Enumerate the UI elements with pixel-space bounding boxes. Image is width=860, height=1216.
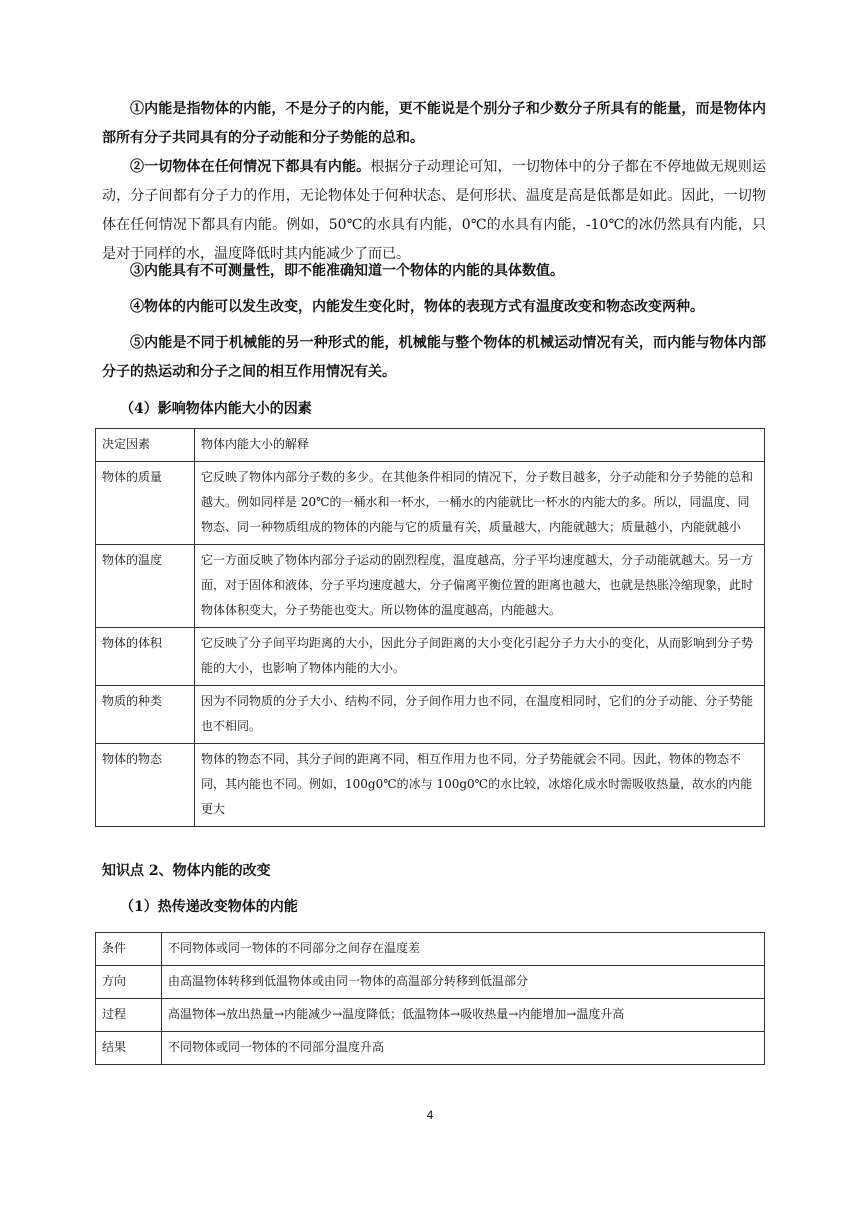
factors-table xyxy=(95,428,765,827)
table-row xyxy=(96,462,765,545)
row-label: 条件 xyxy=(96,933,162,966)
section-1-heading: （1）热传递改变物体的内能 xyxy=(120,899,298,915)
table-row xyxy=(96,999,765,1032)
factor-explanation: 它反映了物体内部分子数的多少。在其他条件相同的情况下，分子数目越多，分子动能和分子势能的总和越大。例如同样是 20℃的一桶水和一杯水，一桶水的内能就比一杯水的内能大的多。所以，同温度、同物态、同一种物质组成的物体的内能与它的质量有关，质量越大，内能就越大；质量越小，内能就越小 xyxy=(195,462,765,545)
knowledge-point-2-heading: 知识点 2、物体内能的改变 xyxy=(102,863,271,879)
row-value: 不同物体或同一物体的不同部分温度升高 xyxy=(162,1032,765,1065)
table-header-cell: 决定因素 xyxy=(96,429,195,462)
paragraph-5: ⑤内能是不同于机械能的另一种形式的能，机械能与整个物体的机械运动情况有关，而内能与物体内部分子的热运动和分子之间的相互作用情况有关。 xyxy=(102,335,766,380)
page-number: 4 xyxy=(426,1108,434,1122)
heat-transfer-table xyxy=(95,932,765,1065)
paragraph-2-lead: ②一切物体在任何情况下都具有内能。 xyxy=(130,159,371,175)
table-row xyxy=(96,686,765,744)
table-row xyxy=(96,966,765,999)
factor-name: 物质的种类 xyxy=(96,686,195,744)
paragraph-4: ④物体的内能可以发生改变，内能发生变化时，物体的表现方式有温度改变和物态改变两种。 xyxy=(130,299,704,315)
paragraph-2-body: 根据分子动理论可知，一切物体中的分子都在不停地做无规则运动，分子间都有分子力的作用，无论物体处于何种状态、是何形状、温度是高是低都是如此。因此，一切物体在任何情况下都具有内能。例如，50℃的水具有内能，0℃的水具有内能，-10℃的冰仍然具有内能，只是对于同样的水，温度降低时其内能减少了而已。 xyxy=(102,159,767,262)
table-header-cell: 物体内能大小的解释 xyxy=(195,429,765,462)
row-label: 方向 xyxy=(96,966,162,999)
table-row xyxy=(96,545,765,628)
table-row xyxy=(96,744,765,827)
row-value: 由高温物体转移到低温物体或由同一物体的高温部分转移到低温部分 xyxy=(162,966,765,999)
table-row xyxy=(96,933,765,966)
row-value: 不同物体或同一物体的不同部分之间存在温度差 xyxy=(162,933,765,966)
factor-explanation: 因为不同物质的分子大小、结构不同，分子间作用力也不同，在温度相同时，它们的分子动能、分子势能也不相同。 xyxy=(195,686,765,744)
paragraph-2 xyxy=(102,153,766,269)
factor-name: 物体的温度 xyxy=(96,545,195,628)
factor-explanation: 物体的物态不同，其分子间的距离不同，相互作用力也不同，分子势能就会不同。因此，物体的物态不同，其内能也不同。例如，100g0℃的冰与 100g0℃的水比较，冰熔化成水时需吸收热量，故水的内能更大 xyxy=(195,744,765,827)
factor-name: 物体的质量 xyxy=(96,462,195,545)
factor-name: 物体的物态 xyxy=(96,744,195,827)
factor-explanation: 它反映了分子间平均距离的大小，因此分子间距离的大小变化引起分子力大小的变化，从而影响到分子势能的大小，也影响了物体内能的大小。 xyxy=(195,628,765,686)
factor-explanation: 它一方面反映了物体内部分子运动的剧烈程度，温度越高，分子平均速度越大，分子动能就越大。另一方面，对于固体和液体，分子平均速度越大，分子偏离平衡位置的距离也越大，也就是热胀冷缩现象，此时物体体积变大，分子势能也变大。所以物体的温度越高，内能越大。 xyxy=(195,545,765,628)
row-label: 过程 xyxy=(96,999,162,1032)
factor-name: 物体的体积 xyxy=(96,628,195,686)
section-4-heading: （4）影响物体内能大小的因素 xyxy=(120,401,312,417)
paragraph-1: ①内能是指物体的内能，不是分子的内能，更不能说是个别分子和少数分子所具有的能量，而是物体内部所有分子共同具有的分子动能和分子势能的总和。 xyxy=(102,101,766,146)
row-label: 结果 xyxy=(96,1032,162,1065)
table-header-row xyxy=(96,429,765,462)
table-row xyxy=(96,628,765,686)
table-row xyxy=(96,1032,765,1065)
row-value: 高温物体→放出热量→内能减少→温度降低；低温物体→吸收热量→内能增加→温度升高 xyxy=(162,999,765,1032)
paragraph-3: ③内能具有不可测量性，即不能准确知道一个物体的内能的具体数值。 xyxy=(130,263,564,279)
